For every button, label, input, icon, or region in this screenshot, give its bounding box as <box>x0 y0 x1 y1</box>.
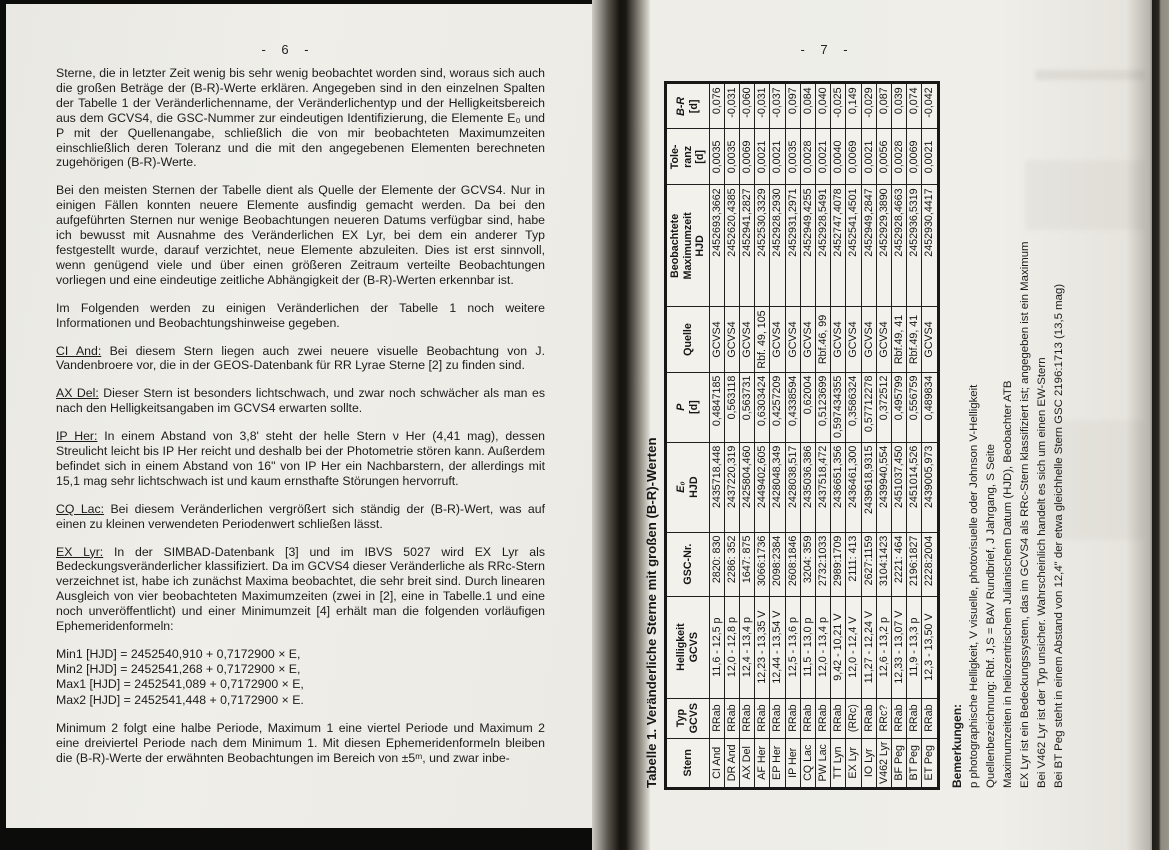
table-cell: GCVS4 <box>846 307 861 372</box>
table-cell: 2452930,4417 <box>922 185 938 307</box>
table-row <box>846 83 861 789</box>
table-cell: PW Lac <box>815 738 830 788</box>
table-cell: 0,074 <box>907 83 922 129</box>
table-cell: 0,556759 <box>907 372 922 442</box>
table-cell: -0,031 <box>755 83 770 129</box>
page-number-right: - 7 - <box>800 42 850 57</box>
table-cell: GCVS4 <box>785 307 800 372</box>
table-cell: V462 Lyr <box>876 738 891 788</box>
table-cell: Rbf. 49, 105 <box>755 307 770 372</box>
table-cell: 0,0035 <box>724 129 739 185</box>
col-header: Tole- ranz [d] <box>666 129 710 185</box>
table-cell: 0,372512 <box>876 372 891 442</box>
col-header: Beobachtete Maximumzeit HJD <box>666 185 710 307</box>
table-cell: 2437518,472 <box>815 442 830 532</box>
paragraph: IP Her: In einem Abstand von 3,8' steht der helle Stern ν Her (4,41 mag), dessen Streulicht leicht bis IP Her reicht und deshalb bei der Photometrie stören kann. Außerdem befindet sich in einem Abstand von 16" von IP Her ein Nachbarstern, der allerdings mit 15,1 mag sehr lichtschwach ist und kaum ernsthafte Störungen hervorruft. <box>56 429 546 488</box>
table-cell: RRab <box>739 698 754 738</box>
table-cell: RRab <box>755 698 770 738</box>
table-row <box>755 83 770 789</box>
table-cell: 0,597434355 <box>831 372 846 442</box>
table-cell: ET Peg <box>922 738 938 788</box>
table-cell: 11,6 - 12,5 p <box>709 596 724 698</box>
table-cell: 2452928,2930 <box>770 185 785 307</box>
table-cell: GCVS4 <box>876 307 891 372</box>
table-cell: 2451014,526 <box>907 442 922 532</box>
rotated-table-block <box>644 76 1120 790</box>
col-header: Stern <box>666 738 710 788</box>
col-header: E₀ HJD <box>666 442 710 532</box>
table-header-row <box>666 83 710 789</box>
table-cell: -0,042 <box>922 83 938 129</box>
table-cell: 0,563731 <box>739 372 754 442</box>
table-cell: -0,031 <box>724 83 739 129</box>
col-header: B-R [d] <box>666 83 710 129</box>
table-cell: 2439005,973 <box>922 442 938 532</box>
table-cell: GCVS4 <box>861 307 876 372</box>
table-cell: GCVS4 <box>831 307 846 372</box>
table-cell: 12,5 - 13,6 p <box>785 596 800 698</box>
table-cell: 2111: 413 <box>846 532 861 596</box>
star-name-lead: CI And: <box>56 343 102 358</box>
table-cell: BF Peg <box>891 738 906 788</box>
table-cell: 2452530,3329 <box>755 185 770 307</box>
table-row <box>907 83 922 789</box>
paragraph: AX Del: Dieser Stern ist besonders lichtschwach, und zwar noch schwächer als man es nach den Helligkeitsangaben im GCVS4 erwarten sollte. <box>56 386 545 416</box>
table-row <box>891 83 906 789</box>
table-cell: 0,0021 <box>861 129 876 185</box>
table-cell: 2286: 352 <box>724 532 739 596</box>
table-row <box>922 83 938 789</box>
table-cell: RRab <box>709 698 724 738</box>
table-cell: 0,0040 <box>831 129 846 185</box>
table-cell: 0,0021 <box>922 129 938 185</box>
table-row <box>831 83 846 789</box>
table-cell: 2452929,3890 <box>876 185 891 307</box>
table-cell: 2452693,3662 <box>709 185 724 307</box>
table-cell: 2452931,2971 <box>785 185 800 307</box>
table-cell: 12,0 - 12,8 p <box>724 596 739 698</box>
table-cell: Rbf.49, 41 <box>907 307 922 372</box>
table-cell: IP Her <box>785 738 800 788</box>
table-cell: 12,0 - 13,4 p <box>815 596 830 698</box>
table-cell: RRab <box>724 698 739 738</box>
table-cell: 2452949,2847 <box>861 185 876 307</box>
table-cell: 2228:2004 <box>922 532 938 596</box>
table-cell: 2820: 830 <box>709 532 724 596</box>
table-cell: 9,42 - 10,21 V <box>831 596 846 698</box>
table-cell: 0,0069 <box>739 129 754 185</box>
table-cell: RRab <box>800 698 815 738</box>
paragraph: Sterne, die in letzter Zeit wenig bis sehr wenig beobachtet worden sind, woraus sich auch die großen Beträge der (B-R)-Werte erklären. Angegeben sind in den einzelnen Spalten der Tabelle 1 der Veränderlichenname, der Veränderlichentyp und der Helligkeitsbereich aus dem GCVS4, die GSC-Nummer zur eindeutigen Identifizierung, die Elemente E₀ und P mit der Quellenangabe, schließlich die von mir beobachteten Maximumzeiten einschließlich deren Toleranz und die mit den angegebenen Elementen berechneten zugehörigen (B-R)-Werte. <box>56 66 545 170</box>
table-cell: 12,4 - 13,4 p <box>739 596 754 698</box>
table-cell: 0,087 <box>876 83 891 129</box>
table-cell: 2452541,4501 <box>846 185 861 307</box>
table-cell: 2221: 464 <box>891 532 906 596</box>
table-cell: 0,489834 <box>922 372 938 442</box>
table-cell: 2627:1159 <box>861 532 876 596</box>
table-cell: 2098:2384 <box>770 532 785 596</box>
paragraph: CI And: Bei diesem Stern liegen auch zwei neuere visuelle Beobachtung von J. Vandenbroere vor, die in der GEOS-Datenbank für RR Lyrae Sterne [2] zu finden sind. <box>56 343 545 373</box>
table-cell: 0,6303424 <box>755 372 770 442</box>
book-gutter-shadow <box>592 0 650 850</box>
table-cell: 11,5 - 13,0 p <box>800 596 815 698</box>
table-cell: 0,0035 <box>785 129 800 185</box>
table-cell: GCVS4 <box>739 307 754 372</box>
table-cell: Rbf.46, 99 <box>815 307 830 372</box>
table-cell: CQ Lac <box>800 738 815 788</box>
table-cell: 0,0069 <box>846 129 861 185</box>
table-cell: GCVS4 <box>922 307 938 372</box>
table-row <box>876 83 891 789</box>
table-cell: 0,62004 <box>800 372 815 442</box>
note-line: Bei BT Peg steht in einem Abstand von 12,4" der etwa gleichhelle Stern GSC 2196:1713 (13,5 mag) <box>1052 283 1065 788</box>
table-cell: 2449402,605 <box>755 442 770 532</box>
table-cell: 1647: 875 <box>739 532 754 596</box>
table-cell: 2989:1709 <box>831 532 846 596</box>
col-header: GSC-Nr. <box>666 532 710 596</box>
notes-list <box>966 76 1068 788</box>
table-cell: GCVS4 <box>724 307 739 372</box>
page-edge-shadow <box>1126 0 1169 850</box>
table-cell: 11,27 - 12,24 V <box>861 596 876 698</box>
table-cell: 2452620,4385 <box>724 185 739 307</box>
table-cell: 0,0021 <box>755 129 770 185</box>
table-cell: 0,084 <box>800 83 815 129</box>
table-cell: 12,3 - 13,50 V <box>922 596 938 698</box>
table-cell: -0,060 <box>739 83 754 129</box>
page-6 <box>6 4 592 828</box>
paragraph: CQ Lac: Bei diesem Veränderlichen vergrößert sich ständig der (B-R)-Wert, was auf einen zu kleinen verwendeten Periodenwert schließen lässt. <box>56 501 545 531</box>
note-line: EX Lyr ist ein Bedeckungssystem, das im GCVS4 als RRc-Stern klassifiziert ist; angegeben ist ein Maximum <box>1018 241 1031 788</box>
table-cell: RRab <box>770 698 785 738</box>
paragraph: EX Lyr: In der SIMBAD-Datenbank [3] und im IBVS 5027 wird EX Lyr als Bedeckungsveränderlicher klassifiziert. Da im GCVS4 dieser Veränderliche als RRc-Stern verzeichnet ist, habe ich zunächst Maxima beobachtet, die sehr breit sind. Durch linearen Ausgleich von vier beobachteten Maximumzeiten (zwei in [2], eine in Tabelle.1 und eine noch unveröffentlicht) und einer Minimumzeit [4] erhält man die folgenden vorläufigen Ephemeridenformeln: <box>56 544 545 634</box>
table-cell: AX Del <box>739 738 754 788</box>
table-cell: 0,040 <box>815 83 830 129</box>
table-cell: 2452747,4078 <box>831 185 846 307</box>
table-cell: 2451037,450 <box>891 442 906 532</box>
table-cell: RRab <box>831 698 846 738</box>
table-cell: RRab <box>785 698 800 738</box>
left-text-column <box>56 66 545 779</box>
table-cell: 3204: 359 <box>800 532 815 596</box>
table-cell: DR And <box>724 738 739 788</box>
table-cell: 12,44 - 13,54 V <box>770 596 785 698</box>
note-line: Quellenbezeichnung: Rbf. J,S = BAV Rundbrief, J Jahrgang, S Seite <box>984 444 997 788</box>
table-cell: Rbf.49, 41 <box>891 307 906 372</box>
table-cell: RRab <box>861 698 876 738</box>
table-cell: 3066:1736 <box>755 532 770 596</box>
table-cell: BT Peg <box>907 738 922 788</box>
table-cell: 0,4338594 <box>785 372 800 442</box>
table-cell: 0,039 <box>891 83 906 129</box>
table-cell: 2435718,448 <box>709 442 724 532</box>
table-row <box>861 83 876 789</box>
table-cell: 2452949,4255 <box>800 185 815 307</box>
table-cell: 0,3586324 <box>846 372 861 442</box>
table-row <box>724 83 739 789</box>
paragraph: Minimum 2 folgt eine halbe Periode, Maximum 1 eine viertel Periode und Maximum 2 eine dreiviertel Periode nach dem Minimum 1. Mit diesen Ephemeridenformeln bleiben die (B-R)-Werte der erwähnten Beobachtungen im Bereich von ±5ᵐ, und zwar inbe- <box>56 720 545 765</box>
table-cell: 2436461,300 <box>846 442 861 532</box>
table-cell: 2436651,356 <box>831 442 846 532</box>
table-cell: 2435036,386 <box>800 442 815 532</box>
table-row <box>785 83 800 789</box>
table-cell: 12,33 - 13,07 V <box>891 596 906 698</box>
table-cell: 12,0 - 12,4 V <box>846 596 861 698</box>
table-cell: (RRc) <box>846 698 861 738</box>
table-cell: 2437220,319 <box>724 442 739 532</box>
table-row <box>800 83 815 789</box>
table-cell: -0,025 <box>831 83 846 129</box>
formula-line: Min2 [HJD] = 2452541,268 + 0,7172900 × E, <box>56 662 301 677</box>
table-row <box>709 83 724 789</box>
note-line: Maximumzeiten in heliozentrischem Julianischem Datum (HJD), Beobachter ATB <box>1001 380 1014 788</box>
table-cell: AF Her <box>755 738 770 788</box>
table-notes <box>949 76 1068 788</box>
table-cell: GCVS4 <box>770 307 785 372</box>
table-cell: 2452928,5491 <box>815 185 830 307</box>
table-cell: EX Lyr <box>846 738 861 788</box>
page-number-left: - 6 - <box>261 42 311 57</box>
table-cell: RRab <box>891 698 906 738</box>
table-row <box>770 83 785 789</box>
table-title: Tabelle 1. Veränderliche Sterne mit großen (B-R)-Werten <box>644 437 659 788</box>
table-row <box>815 83 830 789</box>
table-cell: 0,0021 <box>770 129 785 185</box>
table-cell: 0,0028 <box>891 129 906 185</box>
table-cell: 0,4257209 <box>770 372 785 442</box>
table-cell: 2196:1827 <box>907 532 922 596</box>
table-cell: 0,0021 <box>815 129 830 185</box>
star-name-lead: CQ Lac: <box>56 501 105 516</box>
formula-line: Max1 [HJD] = 2452541,089 + 0,7172900 × E, <box>56 677 304 692</box>
table-cell: 0,0028 <box>800 129 815 185</box>
table-row <box>739 83 754 789</box>
ephemeris-formulas <box>56 647 545 708</box>
table-cell: RRab <box>815 698 830 738</box>
table-cell: 2608:1846 <box>785 532 800 596</box>
notes-heading: Bemerkungen: <box>949 703 964 788</box>
table-cell: GCVS4 <box>800 307 815 372</box>
star-name-lead: AX Del: <box>56 386 99 401</box>
table-cell: RRab <box>922 698 938 738</box>
table-cell: CI And <box>709 738 724 788</box>
col-header: Helligkeit GCVS <box>666 596 710 698</box>
table-cell: 2425804,460 <box>739 442 754 532</box>
note-line: p photographische Helligkeit, V visuelle, photovisuelle oder Johnson V-Helligkeit <box>967 384 980 788</box>
paragraph: Im Folgenden werden zu einigen Veränderlichen der Tabelle 1 noch weitere Informationen und Beobachtungshinweise gegeben. <box>56 300 545 330</box>
table-cell: RRab <box>907 698 922 738</box>
table-cell: 11,9 - 13,3 p <box>907 596 922 698</box>
table-cell: 2452928,4663 <box>891 185 906 307</box>
formula-line: Max2 [HJD] = 2452541,448 + 0,7172900 × E. <box>56 692 304 707</box>
note-line: Bei V462 Lyr ist der Typ unsicher. Wahrscheinlich handelt es sich um einen EW-Stern <box>1035 357 1048 788</box>
col-header: P [d] <box>666 372 710 442</box>
table-cell: 0,495799 <box>891 372 906 442</box>
table-cell: 2452936,5319 <box>907 185 922 307</box>
table-cell: 0,4847185 <box>709 372 724 442</box>
table-cell: 0,149 <box>846 83 861 129</box>
paragraph: Bei den meisten Sternen der Tabelle dient als Quelle der Elemente der GCVS4. Nur in einigen Fällen konnten neuere Elemente ausfindig gemacht werden. Da bei den aufgeführten Sternen nur wenige Beobachtungen neueren Datums verfügbar sind, habe ich bewusst mit Ausnahme des Veränderlichen EX Lyr, bei dem ein anderer Typ festgestellt wurde, darauf verzichtet, neue Elemente abzuleiten. Dies ist erst sinnvoll, wenn genügend viele und über einen größeren Zeitraum verteilte Beobachtungen vorliegen und eine eindeutige zeitliche Abhängigkeit der (B-R)-Werten erkennbar ist. <box>56 183 545 287</box>
table-cell: IO Lyr <box>861 738 876 788</box>
col-header: Quelle <box>666 307 710 372</box>
formula-line: Min1 [HJD] = 2452540,910 + 0,7172900 × E, <box>56 647 301 661</box>
star-name-lead: EX Lyr: <box>56 544 104 559</box>
table-cell: 0,097 <box>785 83 800 129</box>
table-cell: -0,037 <box>770 83 785 129</box>
table-cell: 12,23 - 13,35 V <box>755 596 770 698</box>
table-cell: 2732:1033 <box>815 532 830 596</box>
col-header: Typ GCVS <box>666 698 710 738</box>
table-cell: 3104:1423 <box>876 532 891 596</box>
table-cell: 0,0035 <box>709 129 724 185</box>
table-cell: TT Lyn <box>831 738 846 788</box>
table-cell: 2428048,349 <box>770 442 785 532</box>
variable-stars-table <box>664 81 940 790</box>
table-cell: GCVS4 <box>709 307 724 372</box>
table-cell: EP Her <box>770 738 785 788</box>
table-cell: 0,0056 <box>876 129 891 185</box>
table-cell: 2452941,2827 <box>739 185 754 307</box>
table-cell: 2439618,9315 <box>861 442 876 532</box>
table-cell: 0,0069 <box>907 129 922 185</box>
table-cell: 2439940,554 <box>876 442 891 532</box>
table-cell: 0,076 <box>709 83 724 129</box>
table-cell: 12,6 - 13,2 p <box>876 596 891 698</box>
table-cell: 0,57712278 <box>861 372 876 442</box>
table-cell: 0,563118 <box>724 372 739 442</box>
table-cell: 0,5123699 <box>815 372 830 442</box>
table-cell: -0,029 <box>861 83 876 129</box>
table-cell: RRc? <box>876 698 891 738</box>
table-cell: 2428038,517 <box>785 442 800 532</box>
star-name-lead: IP Her: <box>56 429 98 444</box>
